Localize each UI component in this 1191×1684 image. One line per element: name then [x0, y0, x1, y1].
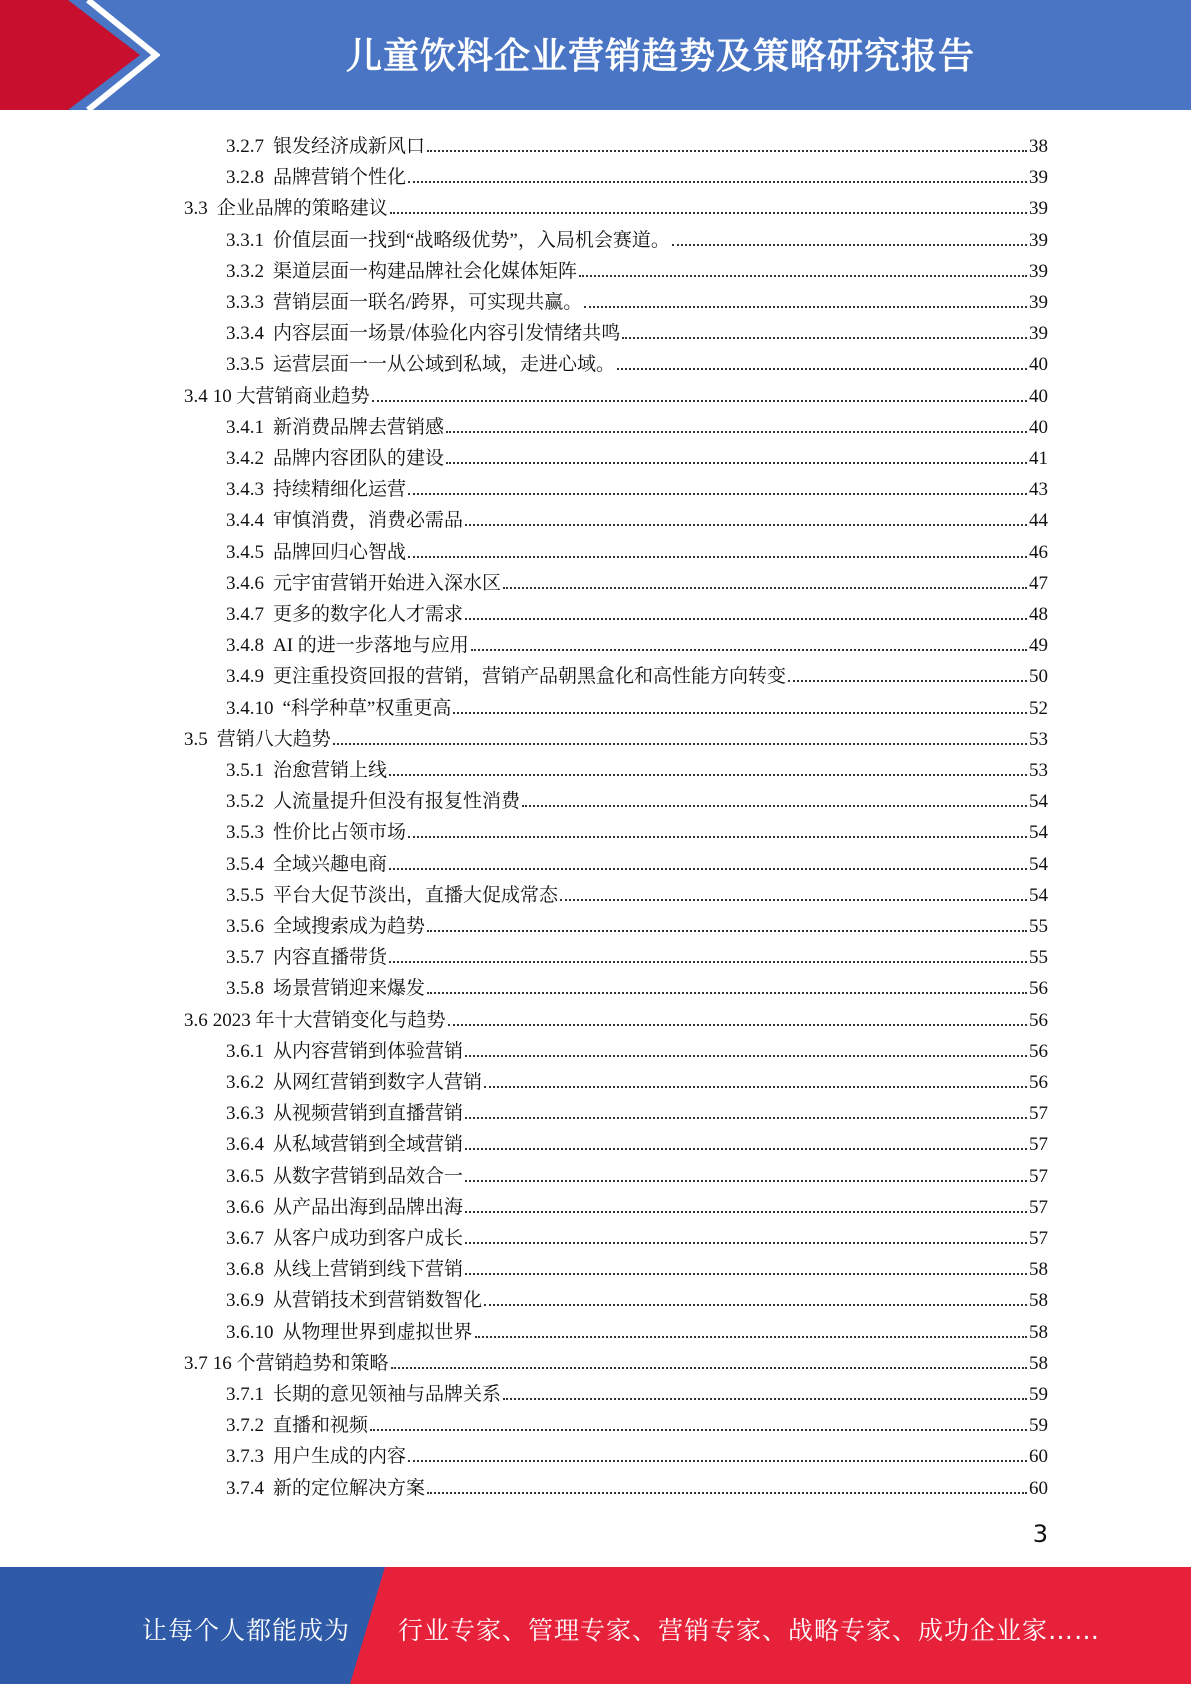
toc-entry-page: 44 [1029, 510, 1048, 532]
toc-entry[interactable] [226, 907, 1048, 938]
toc-entry-page: 39 [1029, 229, 1048, 251]
toc-dot-leader [475, 1336, 1027, 1338]
toc-entry[interactable] [226, 1188, 1048, 1219]
toc-dot-leader [390, 212, 1027, 214]
toc-entry[interactable] [226, 314, 1048, 345]
toc-entry-title: 更注重投资回报的营销，营销产品朝黑盒化和高性能方向转变 [273, 666, 787, 688]
toc-entry-page: 40 [1029, 385, 1048, 407]
toc-entry-title: 全域搜索成为趋势 [273, 916, 426, 937]
toc-dot-leader [788, 680, 1027, 682]
toc-entry[interactable] [184, 720, 1048, 751]
toc-entry-title: 银发经济成新风口 [273, 136, 426, 157]
toc-entry[interactable] [184, 1001, 1048, 1032]
toc-entry-title: 持续精细化运营 [273, 479, 407, 501]
toc-dot-leader [503, 1398, 1027, 1400]
toc-entry[interactable] [226, 158, 1048, 189]
toc-entry-page: 56 [1029, 1040, 1048, 1062]
toc-entry[interactable] [226, 470, 1048, 501]
toc-entry-number: 3.4.3 [226, 479, 264, 501]
toc-entry-page: 39 [1029, 323, 1048, 345]
toc-entry-page: 54 [1029, 853, 1048, 875]
toc-entry-title: 营销层面一联名/跨界，可实现共赢。 [273, 292, 583, 313]
toc-entry[interactable] [226, 533, 1048, 564]
toc-entry[interactable] [226, 501, 1048, 532]
toc-entry-number: 3.6.4 [226, 1134, 264, 1156]
toc-entry[interactable] [226, 845, 1048, 876]
toc-entry[interactable] [226, 969, 1048, 1000]
toc-entry-number: 3.5.5 [226, 884, 264, 906]
toc-entry-page: 39 [1029, 198, 1048, 220]
toc-entry-page: 49 [1029, 635, 1048, 657]
toc-entry-number: 3.4.9 [226, 666, 264, 688]
page-number: 3 [1032, 1520, 1048, 1548]
toc-entry-number: 3.6.7 [226, 1228, 264, 1249]
toc-entry[interactable] [226, 345, 1048, 376]
toc-entry-number: 3.2.8 [226, 167, 264, 189]
toc-entry[interactable] [184, 189, 1048, 220]
toc-entry-number: 3.6.1 [226, 1040, 264, 1062]
toc-entry-title: 元宇宙营销开始进入深水区 [273, 572, 502, 594]
toc-dot-leader [408, 493, 1027, 495]
toc-dot-leader [465, 1273, 1027, 1275]
toc-entry-number: 3.3 [184, 198, 208, 220]
toc-entry-number: 3.6 [184, 1009, 208, 1031]
toc-entry-title: 10 大营销商业趋势 [212, 385, 370, 407]
toc-entry[interactable] [226, 1469, 1048, 1500]
toc-entry-page: 59 [1029, 1415, 1048, 1437]
toc-entry-page: 59 [1029, 1384, 1048, 1405]
toc-entry-title: 内容直播带货 [273, 947, 388, 969]
toc-dot-leader [484, 1304, 1027, 1306]
toc-entry-page: 58 [1029, 1352, 1048, 1374]
toc-entry-title: AI 的进一步落地与应用 [273, 635, 469, 657]
toc-dot-leader [446, 431, 1027, 433]
toc-dot-leader [427, 1492, 1027, 1494]
toc-entry[interactable] [226, 1250, 1048, 1281]
toc-entry[interactable] [226, 1437, 1048, 1468]
toc-entry[interactable] [226, 564, 1048, 595]
page-footer [0, 1567, 1191, 1684]
toc-entry[interactable] [226, 876, 1048, 907]
toc-entry-number: 3.7.2 [226, 1415, 264, 1437]
toc-entry-page: 56 [1029, 1072, 1048, 1093]
toc-dot-leader [465, 1242, 1027, 1244]
toc-entry-title: 新消费品牌去营销感 [273, 416, 445, 438]
toc-entry-number: 3.5.4 [226, 853, 264, 875]
toc-entry-title: 更多的数字化人才需求 [273, 604, 464, 625]
toc-entry[interactable] [226, 1125, 1048, 1156]
toc-dot-leader [370, 1429, 1027, 1431]
toc-dot-leader [465, 1211, 1027, 1213]
document-title: 儿童饮料企业营销趋势及策略研究报告 [345, 36, 975, 77]
toc-entry[interactable] [226, 689, 1048, 720]
toc-dot-leader [672, 244, 1027, 246]
toc-dot-leader [427, 930, 1027, 932]
toc-entry-page: 57 [1029, 1165, 1048, 1187]
toc-entry-number: 3.4.4 [226, 510, 264, 532]
toc-dot-leader [408, 836, 1027, 838]
toc-entry-page: 38 [1029, 136, 1048, 157]
toc-entry-page: 41 [1029, 448, 1048, 469]
toc-entry-number: 3.4 [184, 385, 208, 407]
toc-entry-title: 新的定位解决方案 [273, 1477, 426, 1499]
toc-entry-number: 3.5.8 [226, 978, 264, 1000]
toc-entry[interactable] [226, 1406, 1048, 1437]
toc-entry-title: 内容层面一场景/体验化内容引发情绪共鸣 [273, 323, 621, 345]
toc-entry-title: 平台大促节淡出，直播大促成常态 [273, 884, 559, 906]
toc-entry[interactable] [226, 751, 1048, 782]
toc-dot-leader [333, 743, 1027, 745]
toc-entry-number: 3.6.5 [226, 1165, 264, 1187]
toc-entry[interactable] [226, 813, 1048, 844]
toc-dot-leader [584, 306, 1027, 308]
toc-dot-leader [465, 1055, 1027, 1057]
toc-entry-number: 3.7 [184, 1352, 208, 1374]
footer-tagline: 行业专家、管理专家、营销专家、战略专家、成功企业家…… [398, 1616, 1101, 1645]
toc-entry-page: 58 [1029, 1290, 1048, 1312]
toc-entry-number: 3.4.2 [226, 448, 264, 469]
toc-entry[interactable] [226, 1063, 1048, 1094]
toc-dot-leader [427, 992, 1027, 994]
toc-entry[interactable] [226, 1219, 1048, 1250]
toc-entry-number: 3.5 [184, 728, 208, 750]
toc-entry-page: 53 [1029, 728, 1048, 750]
toc-entry-page: 57 [1029, 1196, 1048, 1218]
toc-entry-number: 3.5.2 [226, 791, 264, 813]
toc-entry-title: 品牌营销个性化 [273, 167, 407, 189]
toc-entry-title: 从营销技术到营销数智化 [273, 1290, 483, 1312]
toc-entry-page: 40 [1029, 354, 1048, 376]
toc-entry-title: 治愈营销上线 [273, 760, 388, 781]
toc-entry-page: 53 [1029, 760, 1048, 781]
toc-dot-leader [448, 1024, 1027, 1026]
toc-entry[interactable] [226, 1094, 1048, 1125]
toc-entry-title: 企业品牌的策略建议 [216, 198, 388, 220]
toc-entry-number: 3.4.6 [226, 572, 264, 594]
toc-entry-page: 60 [1029, 1477, 1048, 1499]
toc-dot-leader [560, 899, 1027, 901]
toc-entry-page: 57 [1029, 1134, 1048, 1156]
toc-dot-leader [465, 618, 1027, 620]
toc-entry-title: 从私域营销到全域营销 [273, 1134, 464, 1156]
toc-entry-page: 54 [1029, 791, 1048, 813]
toc-entry-title: 16 个营销趋势和策略 [212, 1352, 389, 1374]
toc-dot-leader [465, 524, 1027, 526]
toc-entry-number: 3.4.1 [226, 416, 264, 438]
toc-entry[interactable] [226, 1157, 1048, 1188]
toc-entry[interactable] [226, 1281, 1048, 1312]
toc-entry-page: 40 [1029, 416, 1048, 438]
toc-entry-page: 47 [1029, 572, 1048, 594]
toc-entry-page: 57 [1029, 1103, 1048, 1125]
toc-entry-page: 55 [1029, 947, 1048, 969]
toc-entry[interactable] [226, 595, 1048, 626]
toc-dot-leader [617, 368, 1027, 370]
toc-entry-title: 用户生成的内容 [273, 1446, 407, 1468]
toc-entry-page: 39 [1029, 292, 1048, 313]
toc-entry-title: 从内容营销到体验营销 [273, 1040, 464, 1062]
toc-entry-title: 从网红营销到数字人营销 [273, 1072, 483, 1093]
toc-entry[interactable] [226, 283, 1048, 314]
toc-entry-number: 3.7.3 [226, 1446, 264, 1468]
toc-entry-title: 渠道层面一构建品牌社会化媒体矩阵 [273, 260, 578, 282]
toc-entry[interactable] [226, 252, 1048, 283]
toc-dot-leader [522, 805, 1027, 807]
toc-entry-number: 3.7.1 [226, 1384, 264, 1405]
toc-entry-title: 从数字营销到品效合一 [273, 1165, 464, 1187]
toc-dot-leader [389, 774, 1027, 776]
toc-entry-number: 3.4.5 [226, 541, 264, 563]
toc-entry[interactable] [226, 439, 1048, 470]
toc-entry-page: 50 [1029, 666, 1048, 688]
toc-entry-number: 3.4.10 [226, 697, 274, 719]
toc-entry-number: 3.5.1 [226, 760, 264, 781]
toc-entry[interactable] [226, 408, 1048, 439]
toc-entry-page: 39 [1029, 167, 1048, 189]
toc-entry-page: 58 [1029, 1259, 1048, 1281]
toc-dot-leader [391, 1367, 1027, 1369]
toc-entry-title: 从产品出海到品牌出海 [273, 1196, 464, 1218]
toc-dot-leader [372, 400, 1027, 402]
toc-entry-title: 直播和视频 [273, 1415, 369, 1437]
toc-entry-page: 57 [1029, 1228, 1048, 1249]
toc-entry-title: 场景营销迎来爆发 [273, 978, 426, 1000]
toc-entry[interactable] [226, 782, 1048, 813]
toc-dot-leader [427, 150, 1027, 152]
toc-dot-leader [389, 868, 1027, 870]
toc-dot-leader [389, 961, 1027, 963]
toc-entry-number: 3.3.1 [226, 229, 264, 251]
toc-entry-title: 营销八大趋势 [216, 728, 331, 750]
toc-entry-title: 从物理世界到虚拟世界 [282, 1321, 473, 1343]
toc-entry-title: 性价比占领市场 [273, 822, 407, 844]
toc-entry[interactable] [226, 626, 1048, 657]
toc-entry-title: “科学种草”权重更高 [282, 697, 452, 719]
toc-entry[interactable] [226, 657, 1048, 688]
toc-dot-leader [465, 1180, 1027, 1182]
toc-entry-title: 运营层面一一从公域到私域，走进心域。 [273, 354, 616, 376]
toc-dot-leader [446, 462, 1027, 464]
toc-entry-number: 3.6.8 [226, 1259, 264, 1281]
toc-entry-title: 品牌内容团队的建设 [273, 448, 445, 469]
toc-entry[interactable] [226, 1313, 1048, 1344]
toc-entry[interactable] [226, 1375, 1048, 1406]
toc-entry-title: 长期的意见领袖与品牌关系 [273, 1384, 502, 1405]
toc-entry-number: 3.2.7 [226, 136, 264, 157]
toc-entry-number: 3.6.6 [226, 1196, 264, 1218]
toc-dot-leader [408, 1460, 1027, 1462]
toc-entry-page: 39 [1029, 260, 1048, 282]
page-header [0, 0, 1191, 110]
toc-entry-number: 3.6.10 [226, 1321, 274, 1343]
toc-dot-leader [471, 649, 1027, 651]
toc-dot-leader [408, 556, 1027, 558]
toc-entry-number: 3.5.7 [226, 947, 264, 969]
toc-entry-page: 58 [1029, 1321, 1048, 1343]
toc-entry-title: 价值层面一找到“战略级优势”，入局机会赛道。 [273, 229, 670, 251]
toc-entry[interactable] [226, 221, 1048, 252]
toc-dot-leader [484, 1086, 1027, 1088]
toc-entry[interactable] [226, 127, 1048, 158]
toc-entry-number: 3.5.6 [226, 916, 264, 937]
toc-entry-number: 3.6.3 [226, 1103, 264, 1125]
toc-entry[interactable] [226, 1032, 1048, 1063]
toc-dot-leader [453, 712, 1027, 714]
toc-dot-leader [465, 1148, 1027, 1150]
toc-entry-number: 3.7.4 [226, 1477, 264, 1499]
toc-entry-number: 3.3.3 [226, 292, 264, 313]
toc-entry-page: 56 [1029, 978, 1048, 1000]
toc-entry-number: 3.4.7 [226, 604, 264, 625]
toc-entry-number: 3.4.8 [226, 635, 264, 657]
toc-entry-page: 52 [1029, 697, 1048, 719]
toc-entry[interactable] [184, 1344, 1048, 1375]
toc-entry[interactable] [226, 938, 1048, 969]
toc-entry-page: 54 [1029, 884, 1048, 906]
toc-entry-title: 从客户成功到客户成长 [273, 1228, 464, 1249]
toc-entry-number: 3.3.2 [226, 260, 264, 282]
footer-slogan: 让每个人都能成为 [142, 1616, 351, 1645]
toc-dot-leader [503, 587, 1027, 589]
toc-entry-page: 56 [1029, 1009, 1048, 1031]
toc-entry-page: 43 [1029, 479, 1048, 501]
toc-dot-leader [465, 1117, 1027, 1119]
toc-entry-title: 品牌回归心智战 [273, 541, 407, 563]
toc-entry-number: 3.5.3 [226, 822, 264, 844]
toc-entry-title: 2023 年十大营销变化与趋势 [212, 1009, 446, 1031]
toc-entry-number: 3.6.9 [226, 1290, 264, 1312]
toc-entry-title: 从线上营销到线下营销 [273, 1259, 464, 1281]
toc-entry-title: 全域兴趣电商 [273, 853, 388, 875]
toc-entry-page: 48 [1029, 604, 1048, 625]
toc-entry-number: 3.3.4 [226, 323, 264, 345]
toc-entry-page: 54 [1029, 822, 1048, 844]
toc-dot-leader [408, 181, 1027, 183]
toc-entry-title: 审慎消费，消费必需品 [273, 510, 464, 532]
toc-entry-number: 3.6.2 [226, 1072, 264, 1093]
toc-dot-leader [579, 275, 1027, 277]
toc-entry-title: 人流量提升但没有报复性消费 [273, 791, 521, 813]
toc-entry-title: 从视频营销到直播营销 [273, 1103, 464, 1125]
toc-entry-number: 3.3.5 [226, 354, 264, 376]
toc-entry-page: 46 [1029, 541, 1048, 563]
toc-entry-page: 55 [1029, 916, 1048, 937]
toc-entry-page: 60 [1029, 1446, 1048, 1468]
toc-entry[interactable] [184, 377, 1048, 408]
toc-dot-leader [622, 337, 1027, 339]
